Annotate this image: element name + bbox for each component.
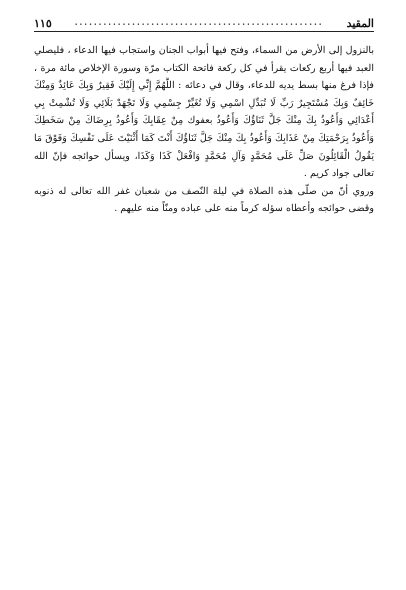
- page-number: ١١٥: [34, 17, 52, 30]
- text-line: أَعْدَائِي وَأَعُوذُ بِكَ مِنْكَ جَلَّ ثَنَاؤُكَ وَأَعُوذُ بعفوك مِنْ عِقَابِكَ وَأَعُوذُ بِرِضَاكَ مِنْ سَخَطِكَ: [34, 115, 374, 127]
- text-line: يَقُولُ الْقَائِلُونَ صَلِّ عَلَى مُحَمَّدٍ وَآلِ مُحَمَّدٍ وَافْعَلْ كَذَا وَكَذَا، ويسأل حوائجه فإنّ الله: [34, 150, 374, 162]
- document-page: [34, 12, 374, 218]
- running-title: المقيد: [346, 17, 374, 30]
- text-line: بالنزول إلى الأرض من السماء، وفتح فيها أبواب الجنان واستجاب فيها الدعاء ، فليصلي: [34, 45, 374, 56]
- running-header: [34, 12, 374, 32]
- paragraph-1: [34, 42, 374, 183]
- text-line: وقضى حوائجه وأعطاه سؤله كرماً منه على عباده ومنّاً منه عليهم .: [114, 203, 374, 215]
- leader-dots: ....................................................: [74, 17, 324, 27]
- paragraph-2: [34, 183, 374, 218]
- text-line: العبد فيها أربع ركعات يقرأ في كل ركعة فاتحة الكتاب مرّة وسورة الإخلاص مائة مرة ،: [34, 62, 374, 74]
- body-text: [34, 42, 374, 218]
- text-line: وروي أنّ من صلّى هذه الصلاة في ليلة النّصف من شعبان غفر الله تعالى له ذنوبه: [34, 185, 374, 197]
- text-line: تعالى جواد كريم .: [303, 168, 374, 180]
- text-line: خَائِفٌ وَبِكَ مُسْتَجِيرٌ رَبِّ لَا تُبَدِّلِ اسْمِي وَلَا تُغَيِّرْ جِسْمِي وَلَا تَجْهَدْ بَلَائِي وَلَا تُشْمِتْ بِي: [34, 97, 374, 109]
- text-line: فإذا فرغ منها بسط يديه للدعاء، وقال في دعائه : اللَّهُمَّ إِنِّي إِلَيْكَ فَقِيرٌ وَبِكَ عَائِذٌ وَمِنْكَ: [34, 80, 374, 92]
- text-line: وَأَعُوذُ بِرَحْمَتِكَ مِنْ عَذَابِكَ وَأَعُوذُ بِكَ مِنْكَ جَلَّ ثَنَاؤُكَ أَنْتَ كَمَا أَثْنَيْتَ عَلَى نَفْسِكَ وَفَوْقَ مَا: [34, 132, 374, 144]
